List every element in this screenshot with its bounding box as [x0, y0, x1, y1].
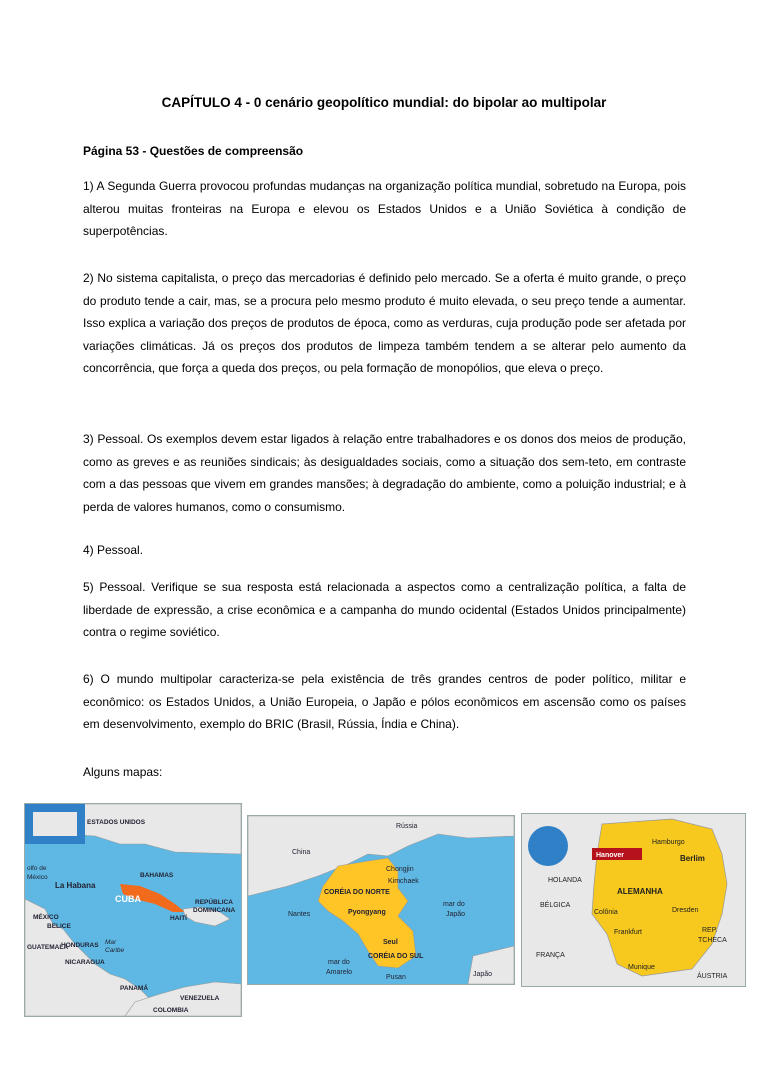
- map-label: DOMINICANA: [193, 907, 236, 914]
- map-label: CORÉIA DO NORTE: [324, 889, 390, 896]
- map-label: BÉLGICA: [540, 902, 571, 909]
- page-title: CAPÍTULO 4 - 0 cenário geopolítico mundial: do bipolar ao multipolar: [161, 95, 607, 110]
- map-label: Caribe: [105, 947, 125, 954]
- map-label: CORÉIA DO SUL: [368, 953, 424, 960]
- map-label: mar do: [443, 901, 465, 908]
- map-label: Berlim: [680, 854, 705, 863]
- map-label: Amarelo: [326, 969, 353, 976]
- map-label: TCHECA: [698, 937, 727, 944]
- map-label: Rússia: [396, 823, 418, 830]
- paragraph-3: 3) Pessoal. Os exemplos devem estar ligados à relação entre trabalhadores e os donos dos meios de produção, como as greves e as reuniões sindicais; às desigualdades sociais, como a situação dos sem-teto, em contraste com a das pessoas que vivem em grandes mansões; à degradação do ambiente, como a poluição industrial; e à perda de valores humanos, como o consumismo.: [83, 432, 686, 514]
- map-label: Pusan: [386, 974, 406, 981]
- map-label: Colônia: [594, 909, 618, 916]
- map-label: FRANÇA: [536, 952, 565, 959]
- paragraph-4: 4) Pessoal.: [83, 543, 144, 557]
- map-label: mar do: [328, 959, 350, 966]
- map-label: La Habana: [55, 881, 96, 890]
- page-subtitle: Página 53 - Questões de compreensão: [83, 144, 304, 158]
- map-label: Munique: [628, 964, 655, 971]
- map-label: ESTADOS UNIDOS: [87, 819, 146, 826]
- map-label: PANAMÁ: [120, 985, 149, 992]
- map-label: China: [292, 849, 311, 856]
- map-label: Frankfurt: [614, 929, 643, 936]
- map-label: BELICE: [47, 923, 71, 930]
- map-label: HAITÍ: [170, 915, 187, 922]
- map-label: HONDURAS: [61, 942, 99, 949]
- paragraph-2: 2) No sistema capitalista, o preço das mercadorias é definido pelo mercado. Se a oferta é muito grande, o preço do produto tende a cair, mas, se a procura pelo mesmo produto é muito elevada, o seu preço tende a aumentar. Isso explica a variação dos preços de produtos de época, como as verduras, cuja produção pode ser afetada por variações climáticas. Já os preços dos produtos de limpeza também tendem a se alterar pelo aumento da concorrência, que força a queda dos preços, ou pela formação de monopólios, que eleva o preço.: [83, 271, 686, 375]
- paragraph-6: 6) O mundo multipolar caracteriza-se pela existência de três grandes centros de poder político, militar e econômico: os Estados Unidos, a União Europeia, o Japão e pólos econômicos em ascensão como os países em desenvolvimento, exemplo do BRIC (Brasil, Rússia, Índia e China).: [83, 672, 686, 731]
- map-label: CUBA: [115, 894, 141, 904]
- paragraph-1: 1) A Segunda Guerra provocou profundas mudanças na organização política mundial, sobretudo na Europa, pois alterou muitas fronteiras na Europa e elevou os Estados Unidos e a União Soviética à condição de superpotências.: [83, 179, 686, 238]
- map-label: GUATEMALA: [27, 944, 69, 951]
- map-label: MÉXICO: [33, 914, 59, 921]
- map-label: HOLANDA: [548, 877, 582, 884]
- map-label: Seul: [383, 939, 398, 946]
- map-label: Japão: [446, 911, 466, 918]
- map-label: Chongjin: [386, 866, 414, 873]
- germany-map: [521, 813, 746, 987]
- map-label: Nantes: [288, 911, 311, 918]
- map-label: ALEMANHA: [617, 887, 663, 896]
- korea-map: [247, 815, 515, 985]
- map-label: Dresden: [672, 907, 699, 914]
- map-label: Hanover: [596, 852, 625, 859]
- map-label: olfo de: [27, 865, 47, 872]
- caribbean-map: [24, 803, 242, 1017]
- map-label: NICARAGUA: [65, 959, 105, 966]
- map-label: Hamburgo: [652, 839, 685, 846]
- paragraph-7: Alguns mapas:: [83, 765, 163, 779]
- map-label: México: [27, 874, 48, 881]
- map-label: REP.: [702, 927, 718, 934]
- map-label: Pyongyang: [348, 909, 386, 916]
- map-label: REPÚBLICA: [195, 899, 233, 906]
- map-label: COLOMBIA: [153, 1007, 189, 1014]
- map-label: Japão: [473, 971, 493, 978]
- map-label: ÁUSTRIA: [697, 973, 728, 980]
- map-label: BAHAMAS: [140, 872, 174, 879]
- map-label: Mar: [105, 939, 117, 946]
- map-label: Kimchaek: [388, 878, 419, 885]
- map-label: VENEZUELA: [180, 995, 220, 1002]
- paragraph-5: 5) Pessoal. Verifique se sua resposta está relacionada a aspectos como a centralização política, a falta de liberdade de expressão, a crise econômica e a campanha do mundo ocidental (Estados Unidos principalmente) contra o regime soviético.: [83, 580, 686, 639]
